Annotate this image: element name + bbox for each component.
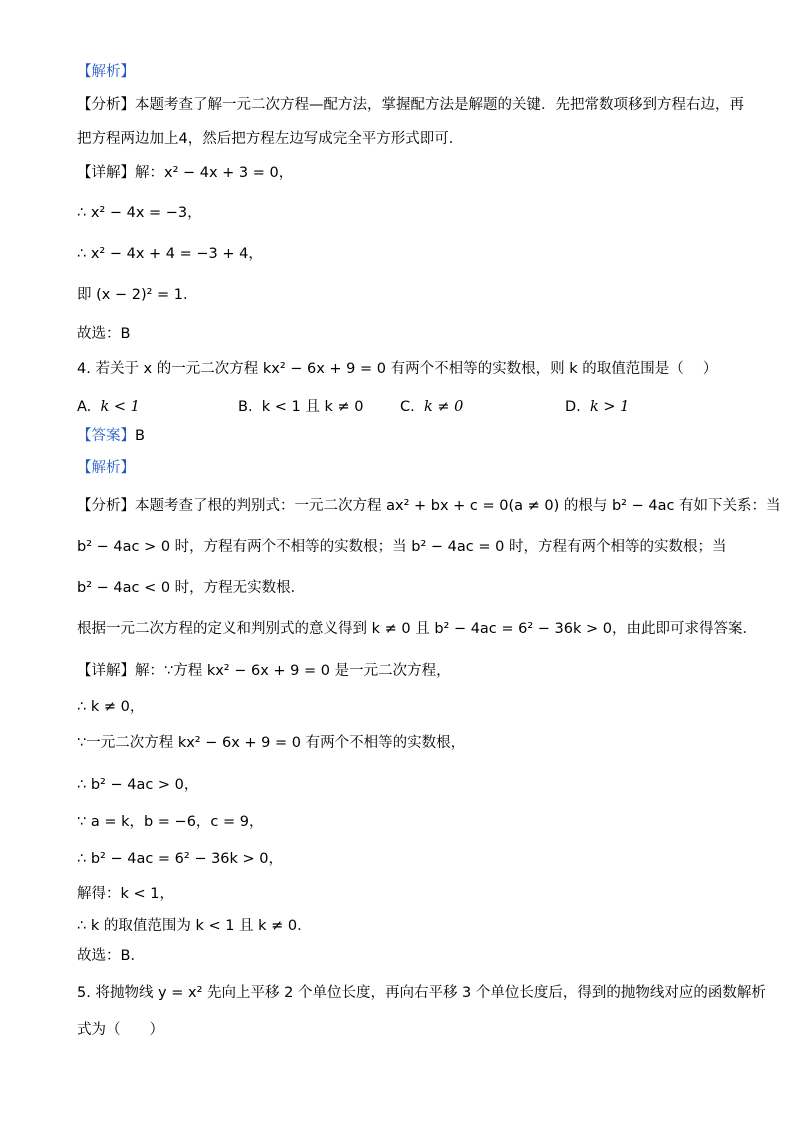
option-a: A. k < 1 <box>77 399 140 415</box>
analysis-line-1: 【分析】本题考查了解一元二次方程—配方法，掌握配方法是解题的关键．先把常数项移到方程右边，再 <box>77 97 744 113</box>
question-5-line-2: 式为（ ） <box>77 1022 164 1038</box>
option-b: B. k < 1 且 k ≠ 0 <box>238 399 364 415</box>
section-tag-jiexi-2: 【解析】 <box>77 460 135 476</box>
detail-q4-line-7: 解得：k < 1， <box>77 886 174 902</box>
section-tag-answer: 【答案】B <box>77 428 145 444</box>
question-5-line-1: 5. 将抛物线 y = x² 先向上平移 2 个单位长度，再向右平移 3 个单位长度后，得到的抛物线对应的函数解析 <box>77 985 766 1001</box>
detail-q4-line-8: ∴ k 的取值范围为 k < 1 且 k ≠ 0． <box>77 918 312 934</box>
analysis-line-2: 把方程两边加上4，然后把方程左边写成完全平方形式即可． <box>77 131 464 147</box>
analysis-q4-line-3: b² − 4ac < 0 时，方程无实数根． <box>77 580 306 596</box>
detail-line-4: 即 (x − 2)² = 1． <box>77 287 198 303</box>
detail-q4-line-2: ∴ k ≠ 0， <box>77 699 145 715</box>
option-d: D. k > 1 <box>565 399 630 415</box>
detail-line-2: ∴ x² − 4x = −3， <box>77 205 202 221</box>
detail-q4-line-6: ∴ b² − 4ac = 6² − 36k > 0， <box>77 851 284 867</box>
answer-choice-line: 故选：B <box>77 326 131 342</box>
detail-q4-line-4: ∴ b² − 4ac > 0， <box>77 777 199 793</box>
detail-q4-line-9: 故选：B． <box>77 948 145 964</box>
option-c: C. k ≠ 0 <box>400 399 464 415</box>
analysis-q4-line-4: 根据一元二次方程的定义和判别式的意义得到 k ≠ 0 且 b² − 4ac = 6² − 36k > 0，由此即可求得答案． <box>77 621 757 637</box>
analysis-q4-line-1: 【分析】本题考查了根的判别式：一元二次方程 ax² + bx + c = 0(a ≠ 0) 的根与 b² − 4ac 有如下关系：当 <box>77 498 781 514</box>
detail-q4-line-1: 【详解】解：∵方程 kx² − 6x + 9 = 0 是一元二次方程， <box>77 663 451 679</box>
detail-line-3: ∴ x² − 4x + 4 = −3 + 4， <box>77 246 263 262</box>
question-4: 4. 若关于 x 的一元二次方程 kx² − 6x + 9 = 0 有两个不相等的实数根，则 k 的取值范围是（ ） <box>77 361 718 377</box>
detail-q4-line-3: ∵一元二次方程 kx² − 6x + 9 = 0 有两个不相等的实数根， <box>77 735 466 751</box>
section-tag-jiexi: 【解析】 <box>77 64 135 80</box>
detail-q4-line-5: ∵ a = k，b = −6，c = 9， <box>77 814 264 830</box>
detail-line-1: 【详解】解：x² − 4x + 3 = 0， <box>77 165 294 181</box>
analysis-q4-line-2: b² − 4ac > 0 时，方程有两个不相等的实数根；当 b² − 4ac = 0 时，方程有两个相等的实数根；当 <box>77 539 727 555</box>
